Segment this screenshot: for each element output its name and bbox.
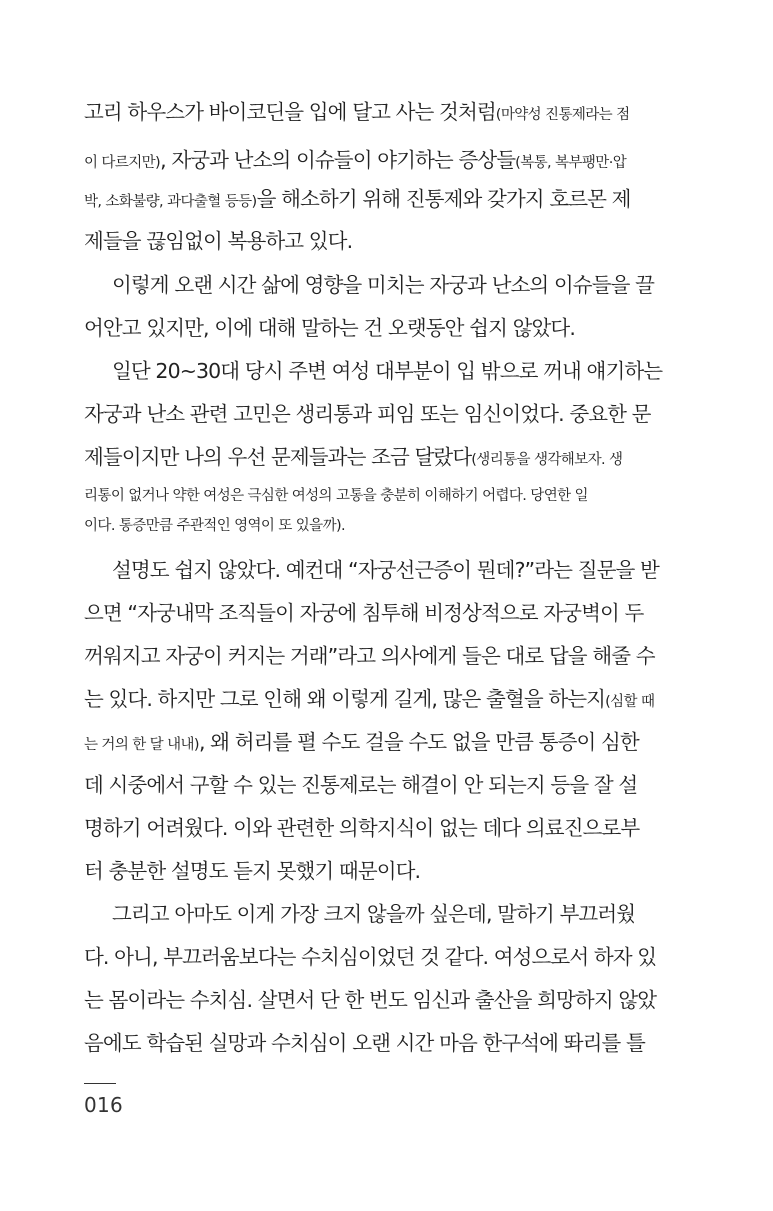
- aside-span: 이다. 통증만큼 주관적인 영역이 또 있을까).: [84, 518, 346, 534]
- text-line: [84, 899, 674, 929]
- text-line: [84, 598, 674, 628]
- page-number: 016: [84, 1093, 124, 1117]
- text-span: 설명도 쉽지 않았다. 예컨대 “자궁선근증이 뭔데?”라는 질문을 받: [112, 558, 659, 582]
- text-span: 꺼워지고 자궁이 커지는 거래”라고 의사에게 들은 대로 답을 해줄 수: [84, 644, 655, 668]
- text-span: 으면 “자궁내막 조직들이 자궁에 침투해 비정상적으로 자궁벽이 두: [84, 601, 644, 625]
- footer-rule: [84, 1083, 116, 1084]
- text-span: 다. 아니, 부끄러움보다는 수치심이었던 것 같다. 여성으로서 하자 있: [84, 945, 657, 969]
- text-span: 이렇게 오랜 시간 삶에 영향을 미치는 자궁과 난소의 이슈들을 끌: [112, 273, 655, 297]
- text-line: [84, 641, 674, 671]
- aside-span: (생리통을 생각해보자. 생: [471, 452, 623, 468]
- aside-span: 박, 소화불량, 과다출혈 등등): [84, 194, 257, 210]
- text-span: 명하기 어려웠다. 이와 관련한 의학지식이 없는 데다 의료진으로부: [84, 816, 640, 840]
- text-line: [84, 985, 674, 1015]
- text-line: [84, 555, 674, 585]
- aside-span: (마약성 진통제라는 점: [495, 107, 630, 123]
- text-span: 는 몸이라는 수치심. 살면서 단 한 번도 임신과 출산을 희망하지 않았: [84, 988, 657, 1012]
- text-line: [84, 942, 674, 972]
- text-line: [84, 684, 674, 717]
- text-span: , 자궁과 난소의 이슈들이 야기하는 증상들: [160, 148, 516, 172]
- text-line: [84, 399, 674, 429]
- text-line: [84, 226, 674, 256]
- text-line: [84, 313, 674, 343]
- text-span: 음에도 학습된 실망과 수치심이 오랜 시간 마음 한구석에 똬리를 틀: [84, 1031, 645, 1055]
- text-span: 고리 하우스가 바이코딘을 입에 달고 사는 것처럼: [84, 100, 496, 124]
- text-line: [84, 481, 674, 511]
- aside-span: 는 거의 한 달 내내): [84, 737, 199, 753]
- text-line: [84, 97, 674, 130]
- text-span: 을 해소하기 위해 진통제와 갖가지 호르몬 제: [256, 187, 631, 211]
- text-line: [84, 511, 674, 541]
- text-span: 그리고 아마도 이게 가장 크지 않을까 싶은데, 말하기 부끄러웠: [112, 902, 636, 926]
- text-line: [84, 184, 674, 217]
- text-line: [84, 856, 674, 886]
- text-span: 어안고 있지만, 이에 대해 말하는 건 오랫동안 쉽지 않았다.: [84, 316, 575, 340]
- aside-span: (복통, 복부팽만·압: [515, 155, 627, 171]
- text-span: 제들을 끊임없이 복용하고 있다.: [84, 229, 353, 253]
- aside-span: (심할 때: [605, 694, 655, 710]
- text-line: [84, 356, 674, 386]
- text-line: [84, 145, 674, 178]
- text-span: 일단 20~30대 당시 주변 여성 대부분이 입 밖으로 꺼내 얘기하는: [112, 359, 663, 383]
- aside-span: 이 다르지만): [84, 155, 161, 171]
- aside-span: 리통이 없거나 약한 여성은 극심한 여성의 고통을 충분히 이해하기 어렵다. 당연한 일: [84, 488, 588, 504]
- text-line: [84, 1028, 674, 1058]
- text-span: 제들이지만 나의 우선 문제들과는 조금 달랐다: [84, 445, 472, 469]
- text-span: , 왜 허리를 펼 수도 걸을 수도 없을 만큼 통증이 심한: [198, 730, 639, 754]
- text-span: 데 시중에서 구할 수 있는 진통제로는 해결이 안 되는지 등을 잘 설: [84, 773, 638, 797]
- text-span: 는 있다. 하지만 그로 인해 왜 이렇게 길게, 많은 출혈을 하는지: [84, 687, 606, 711]
- text-line: [84, 270, 674, 300]
- text-span: 자궁과 난소 관련 고민은 생리통과 피임 또는 임신이었다. 중요한 문: [84, 402, 651, 426]
- text-line: [84, 813, 674, 843]
- text-line: [84, 442, 674, 475]
- text-line: [84, 727, 674, 760]
- text-span: 터 충분한 설명도 듣지 못했기 때문이다.: [84, 859, 421, 883]
- text-line: [84, 770, 674, 800]
